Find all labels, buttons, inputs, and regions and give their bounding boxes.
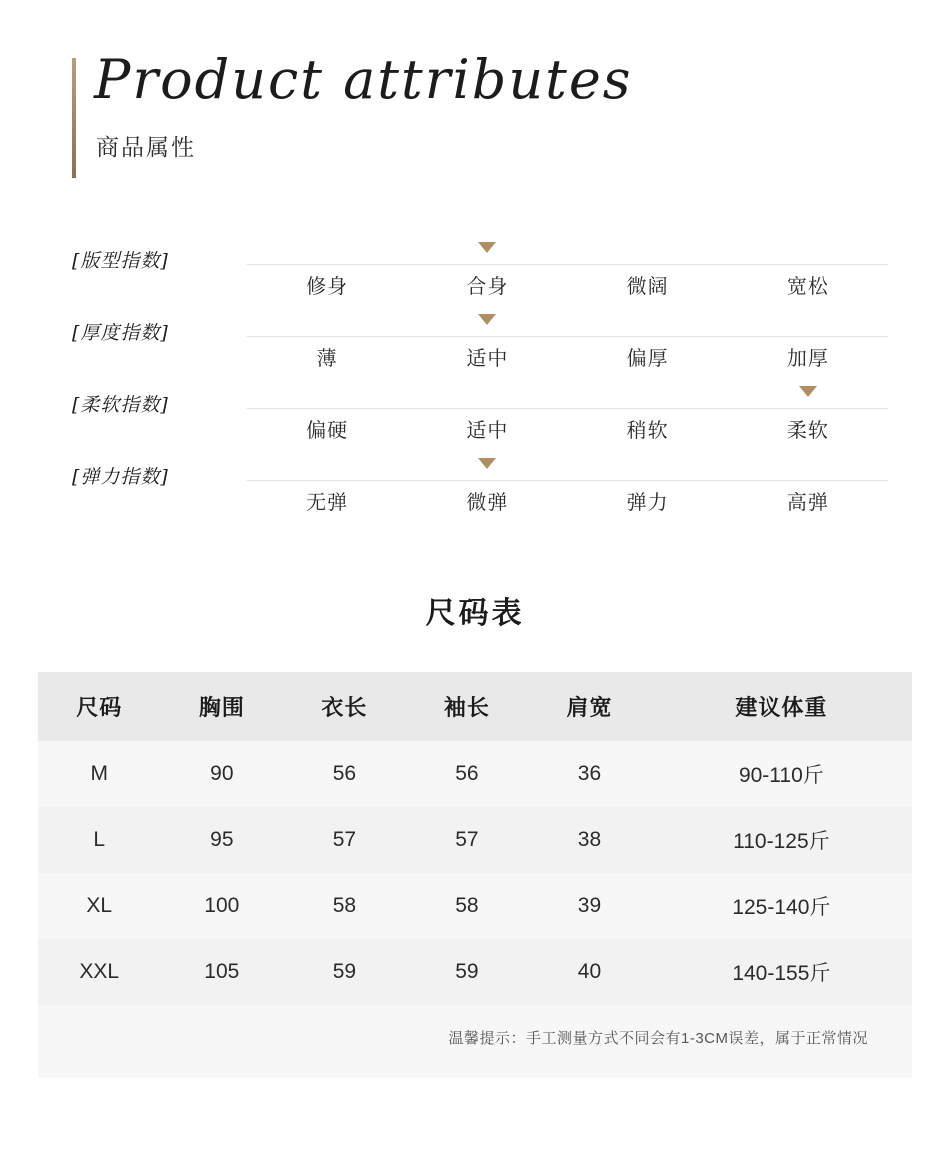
table-cell: 110-125斤: [651, 807, 912, 873]
marker-slot: [728, 386, 888, 406]
table-column-header: 肩宽: [528, 672, 651, 741]
table-column-header: 胸围: [161, 672, 284, 741]
caret-down-icon: [478, 314, 496, 325]
attribute-option: 高弹: [786, 491, 829, 514]
table-cell: 40: [528, 939, 651, 1005]
attribute-divider: [247, 480, 888, 481]
attribute-markers: [247, 458, 888, 478]
marker-slot: [407, 242, 567, 262]
attribute-markers: [247, 314, 888, 334]
caret-down-icon: [478, 242, 496, 253]
attribute-option: 偏硬: [306, 419, 349, 442]
table-cell: 56: [406, 741, 529, 807]
marker-slot: [247, 314, 407, 334]
attribute-options: [247, 414, 888, 443]
page-subtitle: 商品属性: [96, 133, 196, 160]
table-cell: 125-140斤: [651, 873, 912, 939]
header-accent-bar: [72, 58, 76, 178]
attribute-option: 稍软: [626, 419, 669, 442]
attribute-row: [72, 378, 888, 450]
attribute-markers: [247, 386, 888, 406]
marker-slot: [568, 458, 728, 478]
table-cell: 39: [528, 873, 651, 939]
attribute-track: [247, 234, 888, 306]
attribute-option: 弹力: [626, 491, 669, 514]
attribute-option: 微弹: [466, 491, 509, 514]
attribute-track: [247, 378, 888, 450]
attribute-option: 合身: [466, 275, 509, 298]
marker-slot: [568, 386, 728, 406]
marker-slot: [728, 458, 888, 478]
table-cell: 57: [283, 807, 406, 873]
attribute-option: 柔软: [786, 419, 829, 442]
table-cell: 56: [283, 741, 406, 807]
marker-slot: [568, 242, 728, 262]
marker-slot: [568, 314, 728, 334]
marker-slot: [407, 458, 567, 478]
attribute-option: 适中: [466, 419, 509, 442]
table-row: [38, 807, 912, 873]
attribute-label: [厚度指数]: [72, 321, 169, 344]
table-cell: XL: [38, 873, 161, 939]
size-chart-heading: 尺码表: [425, 596, 525, 630]
caret-down-icon: [478, 458, 496, 469]
attribute-markers: [247, 242, 888, 262]
table-column-header: 袖长: [406, 672, 529, 741]
table-cell: 95: [161, 807, 284, 873]
attribute-label: [弹力指数]: [72, 465, 169, 488]
attribute-option: 修身: [306, 275, 349, 298]
size-chart-table-wrapper: [38, 672, 912, 1078]
table-cell: 140-155斤: [651, 939, 912, 1005]
attribute-option: 薄: [316, 347, 338, 370]
table-row: [38, 873, 912, 939]
table-cell: L: [38, 807, 161, 873]
attribute-options: [247, 342, 888, 371]
measurement-note: 温馨提示：手工测量方式不同会有1-3CM误差，属于正常情况: [38, 1005, 912, 1078]
table-header-row: [38, 672, 912, 741]
table-cell: 59: [283, 939, 406, 1005]
attribute-option: 偏厚: [626, 347, 669, 370]
table-cell: 38: [528, 807, 651, 873]
attributes-section: [0, 234, 950, 522]
table-cell: 36: [528, 741, 651, 807]
table-cell: 58: [283, 873, 406, 939]
table-column-header: 衣长: [283, 672, 406, 741]
marker-slot: [247, 386, 407, 406]
table-cell: XXL: [38, 939, 161, 1005]
attribute-row: [72, 450, 888, 522]
table-column-header: 尺码: [38, 672, 161, 741]
attribute-divider: [247, 336, 888, 337]
table-row: [38, 741, 912, 807]
attribute-label: [版型指数]: [72, 249, 169, 272]
size-chart-table: [38, 672, 912, 1005]
marker-slot: [247, 458, 407, 478]
attribute-track: [247, 450, 888, 522]
marker-slot: [247, 242, 407, 262]
table-column-header: 建议体重: [651, 672, 912, 741]
marker-slot: [728, 314, 888, 334]
attribute-track: [247, 306, 888, 378]
table-cell: 100: [161, 873, 284, 939]
attribute-option: 适中: [466, 347, 509, 370]
page-title: Product attributes: [94, 48, 633, 111]
table-cell: 58: [406, 873, 529, 939]
attribute-option: 无弹: [306, 491, 349, 514]
attribute-divider: [247, 264, 888, 265]
table-cell: 57: [406, 807, 529, 873]
attribute-option: 宽松: [786, 275, 829, 298]
attribute-row: [72, 306, 888, 378]
attribute-label: [柔软指数]: [72, 393, 169, 416]
attribute-option: 加厚: [786, 347, 829, 370]
table-cell: M: [38, 741, 161, 807]
table-cell: 105: [161, 939, 284, 1005]
attribute-divider: [247, 408, 888, 409]
table-row: [38, 939, 912, 1005]
marker-slot: [407, 314, 567, 334]
table-cell: 90: [161, 741, 284, 807]
caret-down-icon: [799, 386, 817, 397]
table-cell: 90-110斤: [651, 741, 912, 807]
marker-slot: [407, 386, 567, 406]
attribute-options: [247, 486, 888, 515]
page-header: [0, 0, 950, 162]
attribute-options: [247, 270, 888, 299]
attribute-option: 微阔: [626, 275, 669, 298]
marker-slot: [728, 242, 888, 262]
attribute-row: [72, 234, 888, 306]
table-cell: 59: [406, 939, 529, 1005]
